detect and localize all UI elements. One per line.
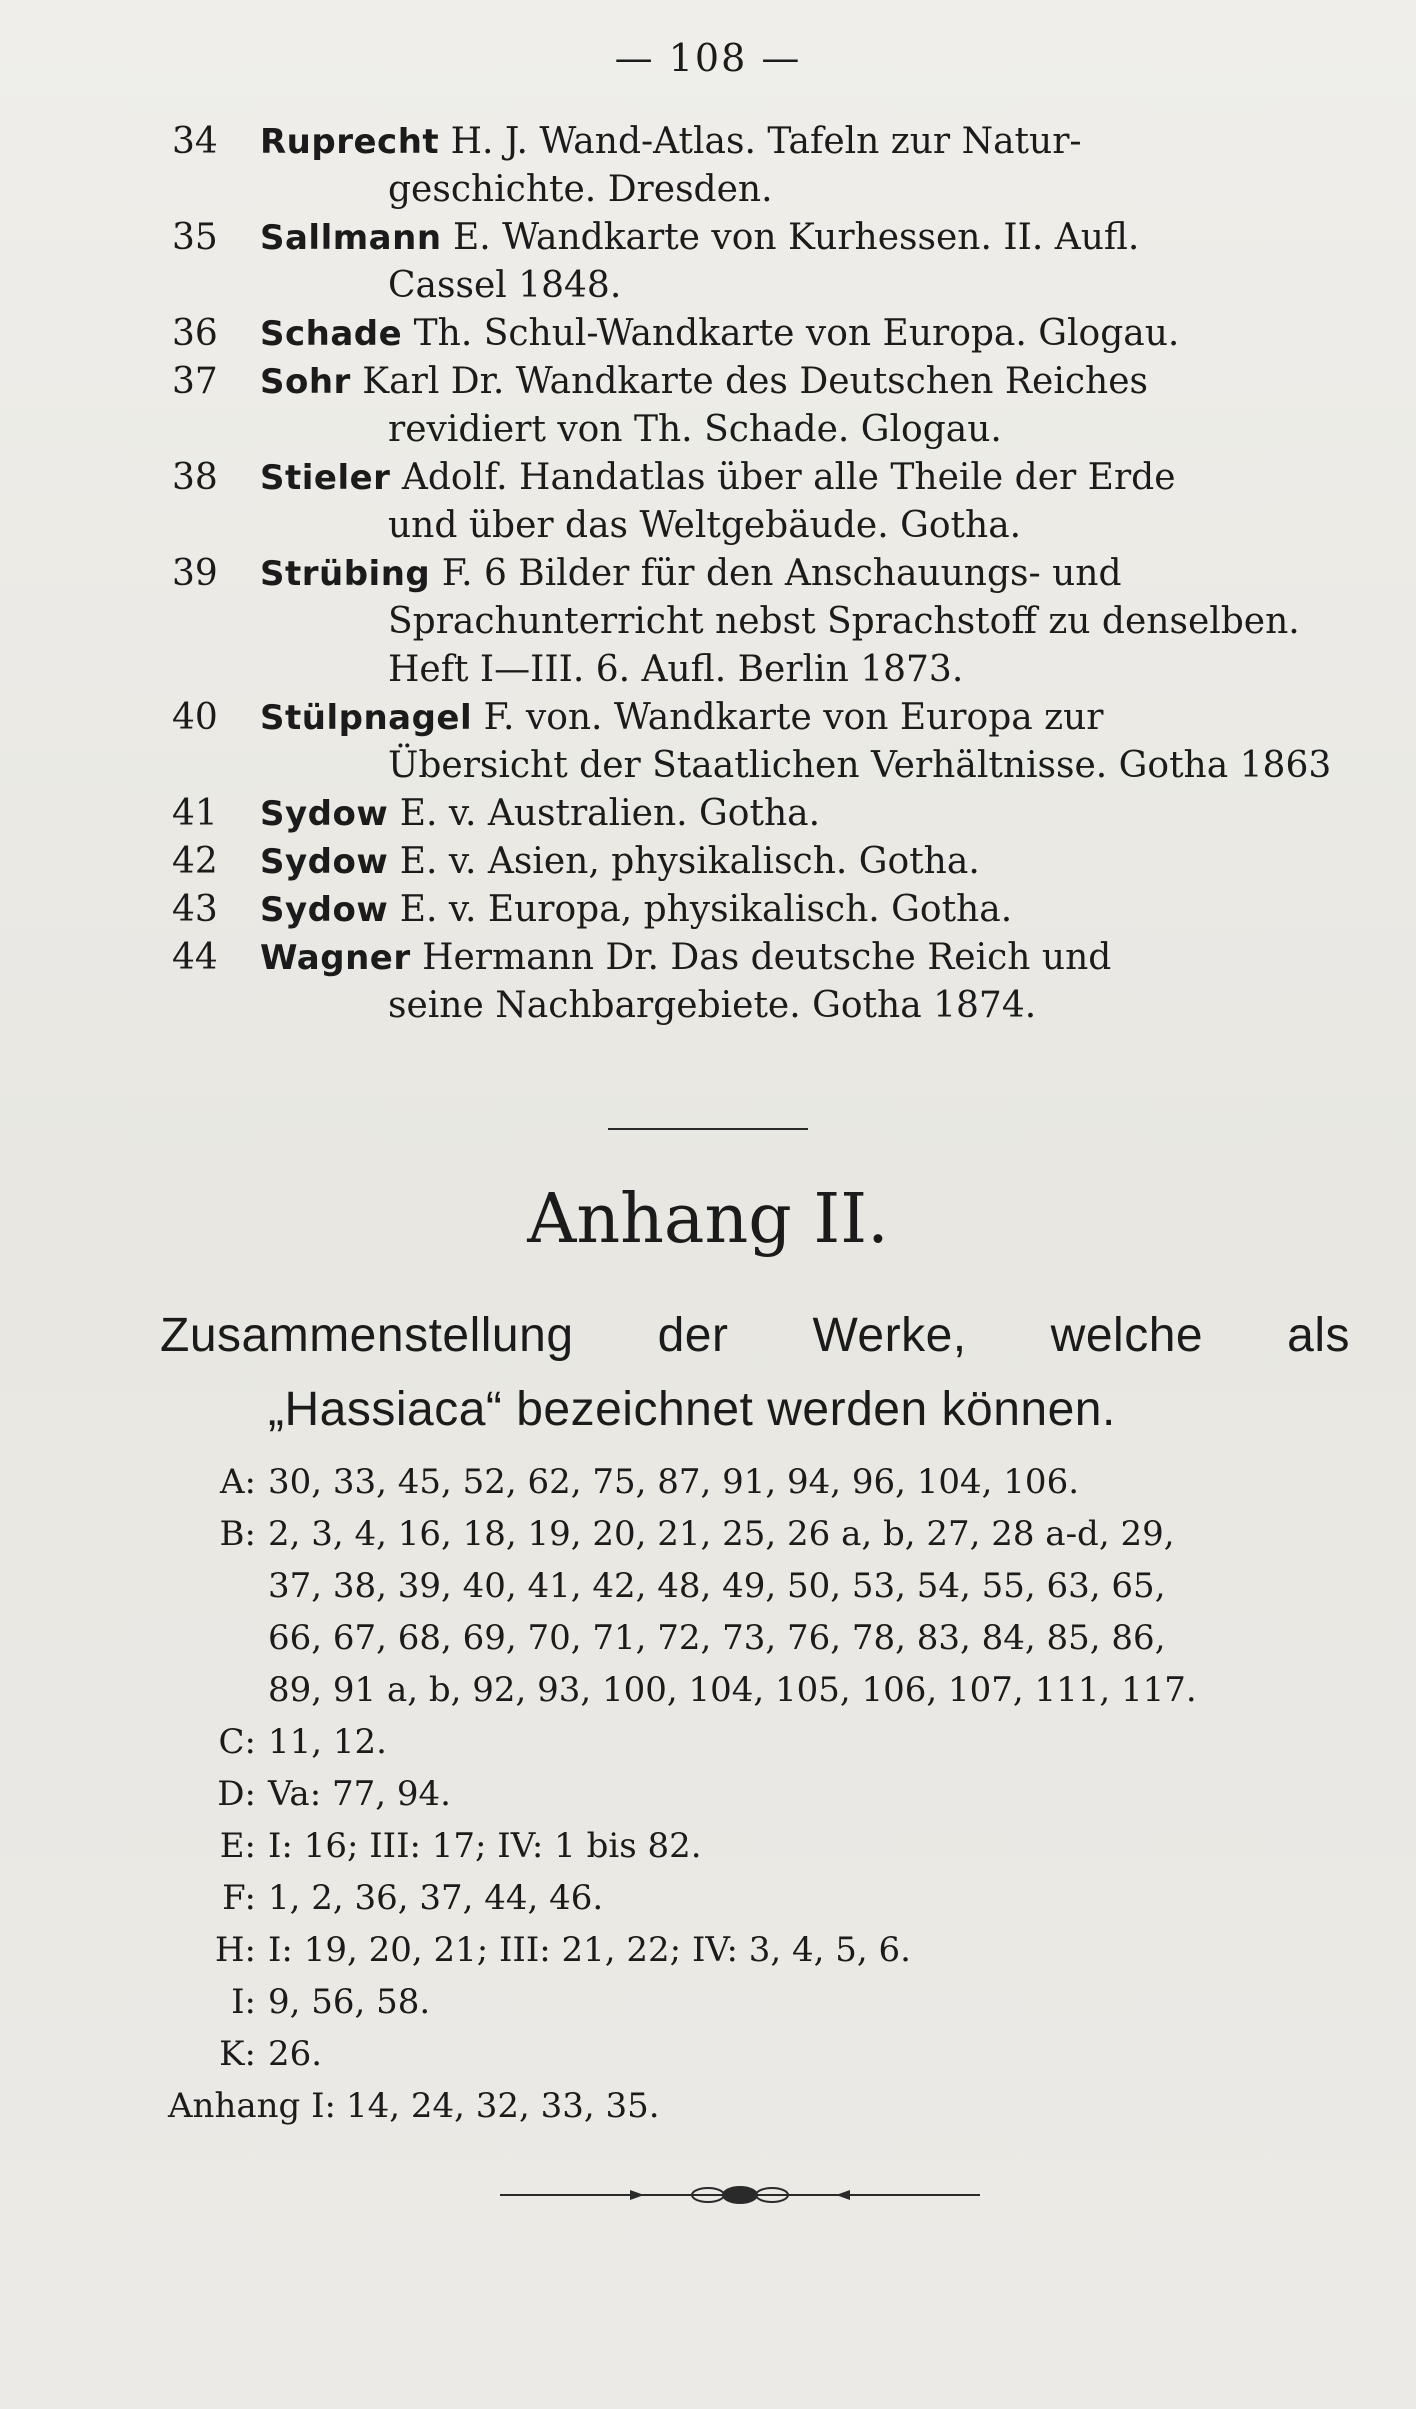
entry-number: 35	[172, 217, 218, 258]
index-line	[168, 1560, 1348, 1612]
entry-number: 38	[172, 457, 218, 498]
bibliography-entry	[172, 694, 1352, 790]
entry-first-line	[172, 310, 1352, 358]
bibliography-entry	[172, 310, 1352, 358]
index-line	[168, 1872, 1348, 1924]
entry-first-line	[172, 934, 1352, 982]
entry-continuation-line: seine Nachbargebiete. Gotha 1874.	[388, 985, 1037, 1026]
entry-text: Adolf. Handatlas über alle Theile der Erde	[401, 457, 1176, 498]
index-line	[168, 1612, 1348, 1664]
index-values: 11, 12.	[268, 1722, 387, 1762]
index-line	[168, 1820, 1348, 1872]
entry-continuation-line: Übersicht der Staatlichen Verhältnisse. Gotha 1863	[388, 745, 1332, 786]
entry-first-line	[172, 790, 1352, 838]
entry-number: 41	[172, 793, 218, 834]
index-line	[168, 1716, 1348, 1768]
bibliography-list	[172, 118, 1352, 1030]
author-surname: Schade	[260, 314, 403, 354]
entry-first-line	[172, 694, 1352, 742]
bibliography-entry	[172, 358, 1352, 454]
author-surname: Sallmann	[260, 218, 442, 258]
entry-first-line	[172, 886, 1352, 934]
appendix-subtitle-line-2: „Hassiaca“ bezeichnet werden können.	[268, 1383, 1116, 1436]
author-surname: Sydow	[260, 890, 389, 930]
bibliography-entry	[172, 934, 1352, 1030]
entry-first-line	[172, 358, 1352, 406]
index-values: 9, 56, 58.	[268, 1982, 431, 2022]
index-values: 66, 67, 68, 69, 70, 71, 72, 73, 76, 78, 83, 84, 85, 86,	[268, 1618, 1166, 1658]
section-divider	[608, 1128, 808, 1130]
entry-first-line	[172, 454, 1352, 502]
entry-text: Hermann Dr. Das deutsche Reich und	[422, 937, 1112, 978]
author-surname: Wagner	[260, 938, 411, 978]
index-line	[168, 1976, 1348, 2028]
index-key: D:	[217, 1774, 256, 1814]
index-values: I: 16; III: 17; IV: 1 bis 82.	[268, 1826, 702, 1866]
author-surname: Sydow	[260, 842, 389, 882]
index-key: B:	[219, 1514, 256, 1554]
index-key: F:	[222, 1878, 256, 1918]
index-values: 2, 3, 4, 16, 18, 19, 20, 21, 25, 26 a, b, 27, 28 a-d, 29,	[268, 1514, 1175, 1554]
entry-text: E. v. Australien. Gotha.	[399, 793, 821, 834]
entry-number: 44	[172, 937, 218, 978]
index-line	[168, 2028, 1348, 2080]
entry-number: 42	[172, 841, 218, 882]
index-line	[168, 2080, 1348, 2132]
bibliography-entry	[172, 550, 1352, 694]
entry-continuation-line: geschichte. Dresden.	[388, 169, 773, 210]
index-values: 14, 24, 32, 33, 35.	[345, 2086, 660, 2126]
entry-first-line	[172, 214, 1352, 262]
appendix-subtitle-line-1: Zusammenstellung der Werke, welche als	[160, 1309, 1350, 1362]
entry-text: E. Wandkarte von Kurhessen. II. Aufl.	[452, 217, 1140, 258]
entry-first-line	[172, 550, 1352, 598]
index-values: 89, 91 a, b, 92, 93, 100, 104, 105, 106, 107, 111, 117.	[268, 1670, 1197, 1710]
author-surname: Strübing	[260, 554, 431, 594]
end-ornament-icon	[480, 2180, 1000, 2210]
entry-continuation-line: Sprachunterricht nebst Sprachstoff zu denselben.	[388, 601, 1300, 642]
index-values: 1, 2, 36, 37, 44, 46.	[268, 1878, 604, 1918]
bibliography-entry	[172, 838, 1352, 886]
entry-number: 39	[172, 553, 218, 594]
index-values: I: 19, 20, 21; III: 21, 22; IV: 3, 4, 5, 6.	[268, 1930, 911, 1970]
index-values: 37, 38, 39, 40, 41, 42, 48, 49, 50, 53, 54, 55, 63, 65,	[268, 1566, 1166, 1606]
entry-text: E. v. Europa, physikalisch. Gotha.	[399, 889, 1013, 930]
index-values: 30, 33, 45, 52, 62, 75, 87, 91, 94, 96, 104, 106.	[268, 1462, 1080, 1502]
entry-number: 40	[172, 697, 218, 738]
author-surname: Stieler	[260, 458, 391, 498]
author-surname: Ruprecht	[260, 122, 440, 162]
entry-first-line	[172, 118, 1352, 166]
hassiaca-index	[168, 1456, 1348, 2132]
author-surname: Sohr	[260, 362, 351, 402]
entry-number: 34	[172, 121, 218, 162]
page-number: — 108 —	[614, 36, 802, 80]
index-key: C:	[218, 1722, 256, 1762]
index-line	[168, 1664, 1348, 1716]
index-values: 26.	[268, 2034, 323, 2074]
bibliography-entry	[172, 214, 1352, 310]
entry-text: Th. Schul-Wandkarte von Europa. Glogau.	[413, 313, 1180, 354]
entry-number: 37	[172, 361, 218, 402]
bibliography-entry	[172, 454, 1352, 550]
author-surname: Stülpnagel	[260, 698, 473, 738]
bibliography-entry	[172, 118, 1352, 214]
index-key: Anhang I:	[168, 2086, 336, 2126]
entry-text: H. J. Wand-Atlas. Tafeln zur Natur-	[450, 121, 1082, 162]
entry-first-line	[172, 838, 1352, 886]
index-line	[168, 1768, 1348, 1820]
index-key: A:	[219, 1462, 256, 1502]
author-surname: Sydow	[260, 794, 389, 834]
entry-text: E. v. Asien, physikalisch. Gotha.	[399, 841, 980, 882]
entry-number: 36	[172, 313, 218, 354]
index-key: I:	[231, 1982, 256, 2022]
entry-number: 43	[172, 889, 218, 930]
entry-text: Karl Dr. Wandkarte des Deutschen Reiches	[362, 361, 1148, 402]
index-line	[168, 1456, 1348, 1508]
index-values: Va: 77, 94.	[268, 1774, 451, 1814]
entry-continuation-line: und über das Weltgebäude. Gotha.	[388, 505, 1022, 546]
entry-continuation-line: Heft I—III. 6. Aufl. Berlin 1873.	[388, 649, 964, 690]
entry-text: F. von. Wandkarte von Europa zur	[483, 697, 1104, 738]
index-line	[168, 1924, 1348, 1976]
index-line	[168, 1508, 1348, 1560]
entry-text: F. 6 Bilder für den Anschauungs- und	[441, 553, 1122, 594]
entry-continuation-line: Cassel 1848.	[388, 265, 622, 306]
appendix-title: Anhang II.	[527, 1180, 889, 1259]
bibliography-entry	[172, 886, 1352, 934]
index-key: H:	[214, 1930, 256, 1970]
entry-continuation-line: revidiert von Th. Schade. Glogau.	[388, 409, 1002, 450]
bibliography-entry	[172, 790, 1352, 838]
index-key: E:	[219, 1826, 256, 1866]
index-key: K:	[219, 2034, 256, 2074]
